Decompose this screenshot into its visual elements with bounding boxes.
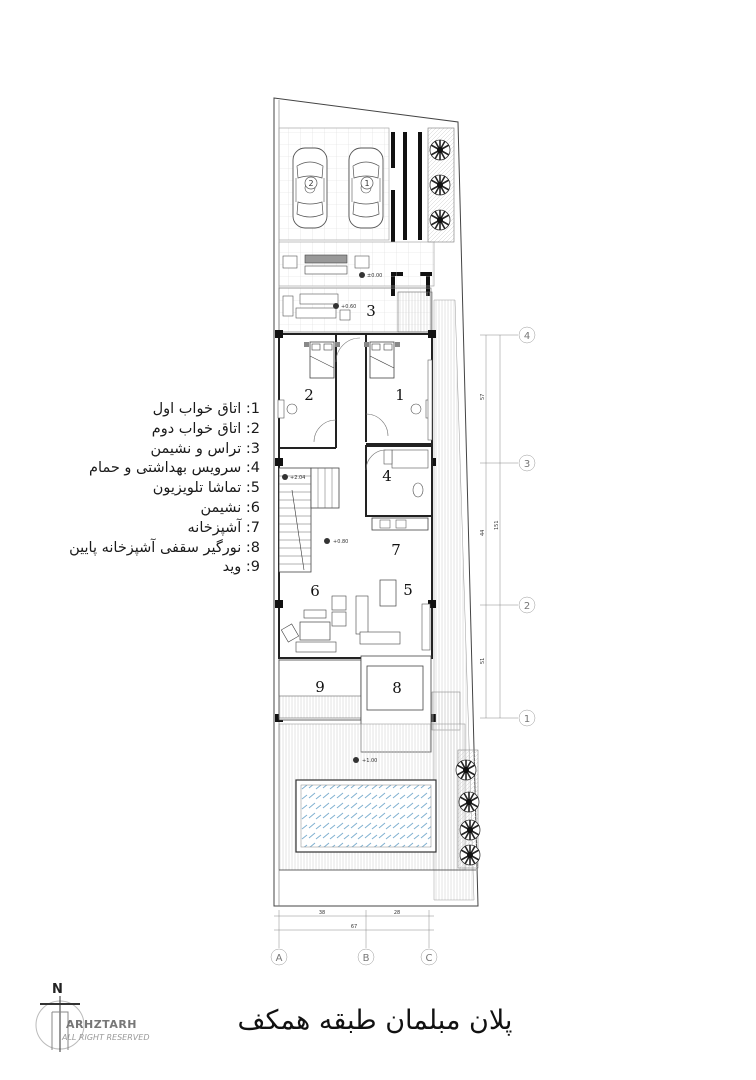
plan-title: پلان مبلمان طبقه همکف xyxy=(237,1005,513,1036)
axis-3: 3 xyxy=(523,459,531,470)
room-4: 4 xyxy=(382,467,392,485)
room-legend xyxy=(69,400,260,578)
legend-item: 5: تماشا تلویزیون xyxy=(152,480,260,497)
bottom-dimensions xyxy=(271,910,437,965)
level-yard: +1.00 xyxy=(362,758,378,764)
legend-item: 3: تراس و نشیمن xyxy=(150,440,260,457)
room-8: 8 xyxy=(392,679,402,697)
legend-item: 9: وید xyxy=(222,559,260,576)
logo-name: ARHZTARH xyxy=(66,1018,138,1031)
parking-1: 1 xyxy=(364,179,370,188)
room-5: 5 xyxy=(403,581,413,599)
legend-item: 2: اتاق خواب دوم xyxy=(151,420,260,437)
room-1: 1 xyxy=(395,386,405,404)
axis-b: B xyxy=(362,953,370,964)
room-3: 3 xyxy=(366,302,376,320)
axis-4: 4 xyxy=(523,331,531,342)
dim-51: 51 xyxy=(480,657,486,664)
dim-44: 44 xyxy=(480,529,486,536)
dim-57: 57 xyxy=(480,393,486,400)
axis-c: C xyxy=(425,953,433,964)
room-7: 7 xyxy=(391,541,401,559)
legend-item: 7: آشپزخانه xyxy=(187,519,260,536)
level-stairs: +2.04 xyxy=(290,475,306,481)
parking-2: 2 xyxy=(308,179,314,188)
level-terrace: +0.60 xyxy=(341,304,357,310)
axis-2: 2 xyxy=(523,601,531,612)
legend-item: 6: نشیمن xyxy=(200,499,260,516)
axis-1: 1 xyxy=(523,714,531,725)
logo-sub: ALL RIGHT RESERVED xyxy=(62,1033,150,1042)
dim-28: 28 xyxy=(393,910,401,916)
level-entry: ±0.00 xyxy=(367,273,383,279)
dim-38: 38 xyxy=(318,910,326,916)
level-hall: +0.80 xyxy=(333,539,349,545)
room-9: 9 xyxy=(315,678,325,696)
dim-67: 67 xyxy=(350,924,358,930)
legend-item: 8: نورگیر سقفی آشپزخانه پایین xyxy=(69,539,260,556)
legend-item: 1: اتاق خواب اول xyxy=(152,401,260,417)
axis-a: A xyxy=(275,953,283,964)
dim-151: 151 xyxy=(494,520,500,530)
room-2: 2 xyxy=(304,386,314,404)
legend-item: 4: سرویس بهداشتی و حمام xyxy=(89,460,260,477)
right-dimensions xyxy=(480,327,535,726)
north-label: N xyxy=(52,982,63,997)
room-6: 6 xyxy=(310,582,320,600)
